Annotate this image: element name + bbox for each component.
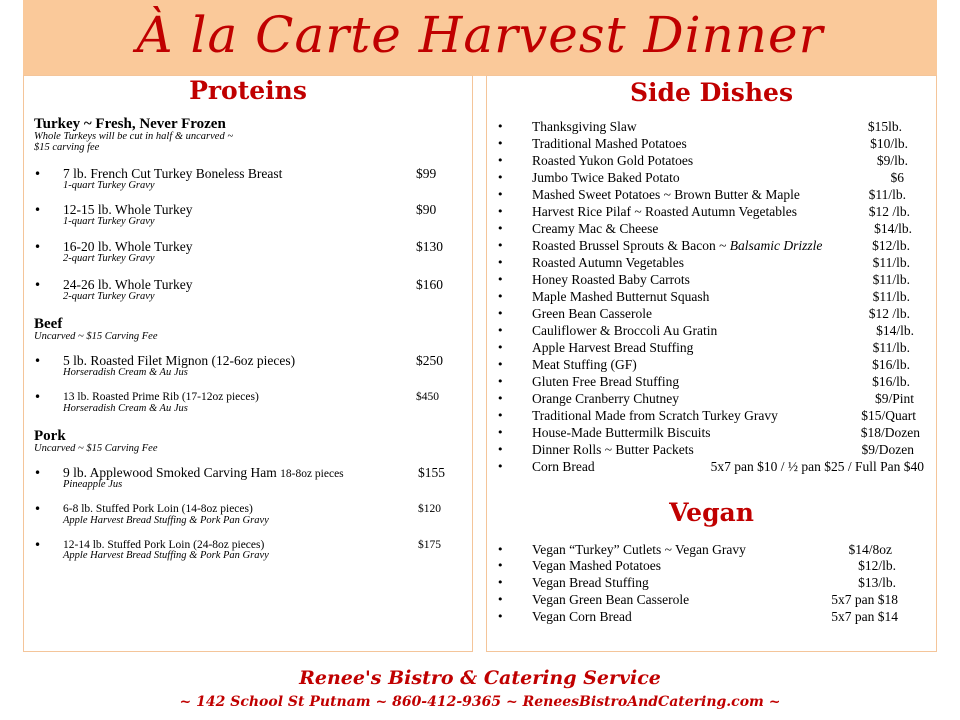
- list-item: • Vegan Corn Bread 5x7 pan $14: [497, 609, 898, 624]
- list-item: • Meat Stuffing (GF) $16/lb.: [497, 357, 910, 372]
- menu-item-sub: 2-quart Turkey Gravy: [63, 291, 155, 302]
- list-item: • Traditional Made from Scratch Turkey Gravy $15/Quart: [497, 408, 916, 423]
- menu-item-price: $130: [416, 239, 443, 254]
- menu-item-name: 9 lb. Applewood Smoked Carving Ham 18-8oz pieces: [63, 465, 344, 480]
- menu-item-sub: 1-quart Turkey Gravy: [63, 180, 155, 191]
- beef-note: Uncarved ~ $15 Carving Fee: [34, 331, 158, 342]
- list-item: • Gluten Free Bread Stuffing $16/lb.: [497, 374, 910, 389]
- menu-item-sub: Horseradish Cream & Au Jus: [63, 367, 188, 378]
- bullet: •: [34, 167, 42, 181]
- business-name: Renee's Bistro & Catering Service: [299, 667, 661, 689]
- bullet: •: [34, 538, 42, 552]
- contact-line: ~ 142 School St Putnam ~ 860-412-9365 ~ ReneesBistroAndCatering.com ~: [179, 694, 781, 710]
- menu-item-price: $90: [416, 202, 437, 217]
- list-item: • Roasted Brussel Sprouts & Bacon ~ Balsamic Drizzle $12/lb.: [497, 238, 910, 253]
- side-dishes-heading: Side Dishes: [629, 78, 794, 107]
- list-item: • Vegan Mashed Potatoes $12/lb.: [497, 558, 896, 573]
- menu-item-name: 16-20 lb. Whole Turkey: [63, 239, 193, 254]
- list-item: • Apple Harvest Bread Stuffing $11/lb.: [497, 340, 910, 355]
- menu-item-name: 24-26 lb. Whole Turkey: [63, 277, 193, 292]
- list-item: • Green Bean Casserole $12 /lb.: [497, 306, 910, 321]
- list-item: • Vegan Bread Stuffing $13/lb.: [497, 575, 896, 590]
- menu-item-sub: 1-quart Turkey Gravy: [63, 216, 155, 227]
- menu-item-name: 13 lb. Roasted Prime Rib (17-12oz pieces): [63, 391, 259, 403]
- vegan-heading: Vegan: [669, 498, 754, 527]
- menu-item-price: $250: [416, 353, 443, 368]
- list-item: • Thanksgiving Slaw $15lb.: [497, 119, 902, 134]
- menu-item-price: $160: [416, 277, 443, 292]
- list-item: • Cauliflower & Broccoli Au Gratin $14/lb.: [497, 323, 914, 338]
- pork-category-title: Pork: [34, 428, 66, 444]
- turkey-note-fee: $15 carving fee: [34, 142, 100, 153]
- bullet: •: [34, 240, 42, 254]
- list-item: • Dinner Rolls ~ Butter Packets $9/Dozen: [497, 442, 914, 457]
- menu-item-name: 12-15 lb. Whole Turkey: [63, 202, 193, 217]
- menu-item-sub: 2-quart Turkey Gravy: [63, 253, 155, 264]
- menu-item-price: $450: [416, 391, 439, 403]
- list-item: • House-Made Buttermilk Biscuits $18/Dozen: [497, 425, 920, 440]
- bullet: •: [34, 390, 42, 404]
- bullet: •: [34, 354, 42, 368]
- menu-item-sub: Apple Harvest Bread Stuffing & Pork Pan Gravy: [63, 550, 269, 561]
- menu-item-price: $155: [418, 465, 445, 480]
- menu-item-price: $120: [418, 503, 441, 515]
- bullet: •: [34, 278, 42, 292]
- bullet: •: [34, 502, 42, 516]
- side-dishes-panel: [486, 75, 937, 652]
- list-item: • Mashed Sweet Potatoes ~ Brown Butter & Maple $11/lb.: [497, 187, 906, 202]
- menu-item-sub: Apple Harvest Bread Stuffing & Pork Pan Gravy: [63, 515, 269, 526]
- menu-item-name: 12-14 lb. Stuffed Pork Loin (24-8oz pieces): [63, 539, 265, 551]
- list-item: • Honey Roasted Baby Carrots $11/lb.: [497, 272, 910, 287]
- proteins-heading: Proteins: [189, 76, 307, 105]
- list-item: • Roasted Yukon Gold Potatoes $9/lb.: [497, 153, 908, 168]
- menu-item-sub: Pineapple Jus: [63, 479, 123, 490]
- list-item: • Roasted Autumn Vegetables $11/lb.: [497, 255, 910, 270]
- menu-item-price: $175: [418, 539, 441, 551]
- menu-item-name: 5 lb. Roasted Filet Mignon (12-6oz pieces): [63, 353, 296, 368]
- menu-item-price: $99: [416, 166, 437, 181]
- bullet: •: [34, 466, 42, 480]
- proteins-panel: [23, 75, 473, 652]
- menu-item-sub: Horseradish Cream & Au Jus: [63, 403, 188, 414]
- page-title: À la Carte Harvest Dinner: [136, 6, 824, 64]
- list-item: • Traditional Mashed Potatoes $10/lb.: [497, 136, 908, 151]
- beef-category-title: Beef: [34, 316, 63, 332]
- list-item: • Harvest Rice Pilaf ~ Roasted Autumn Vegetables $12 /lb.: [497, 204, 910, 219]
- turkey-category-title: Turkey ~ Fresh, Never Frozen: [34, 116, 226, 132]
- list-item: • Jumbo Twice Baked Potato $6: [497, 170, 904, 185]
- list-item: • Corn Bread 5x7 pan $10 / ½ pan $25 / Full Pan $40: [497, 459, 924, 474]
- list-item: • Vegan Green Bean Casserole 5x7 pan $18: [497, 592, 898, 607]
- list-item: • Creamy Mac & Cheese $14/lb.: [497, 221, 912, 236]
- list-item: • Orange Cranberry Chutney $9/Pint: [497, 391, 914, 406]
- turkey-note: Whole Turkeys will be cut in half & uncarved ~: [34, 131, 234, 142]
- pork-note: Uncarved ~ $15 Carving Fee: [34, 443, 158, 454]
- menu-item-name: 6-8 lb. Stuffed Pork Loin (14-8oz pieces): [63, 503, 253, 515]
- list-item: • Maple Mashed Butternut Squash $11/lb.: [497, 289, 910, 304]
- bullet: •: [34, 203, 42, 217]
- list-item: • Vegan “Turkey” Cutlets ~ Vegan Gravy $14/8oz: [497, 542, 892, 557]
- menu-item-name: 7 lb. French Cut Turkey Boneless Breast: [63, 166, 283, 181]
